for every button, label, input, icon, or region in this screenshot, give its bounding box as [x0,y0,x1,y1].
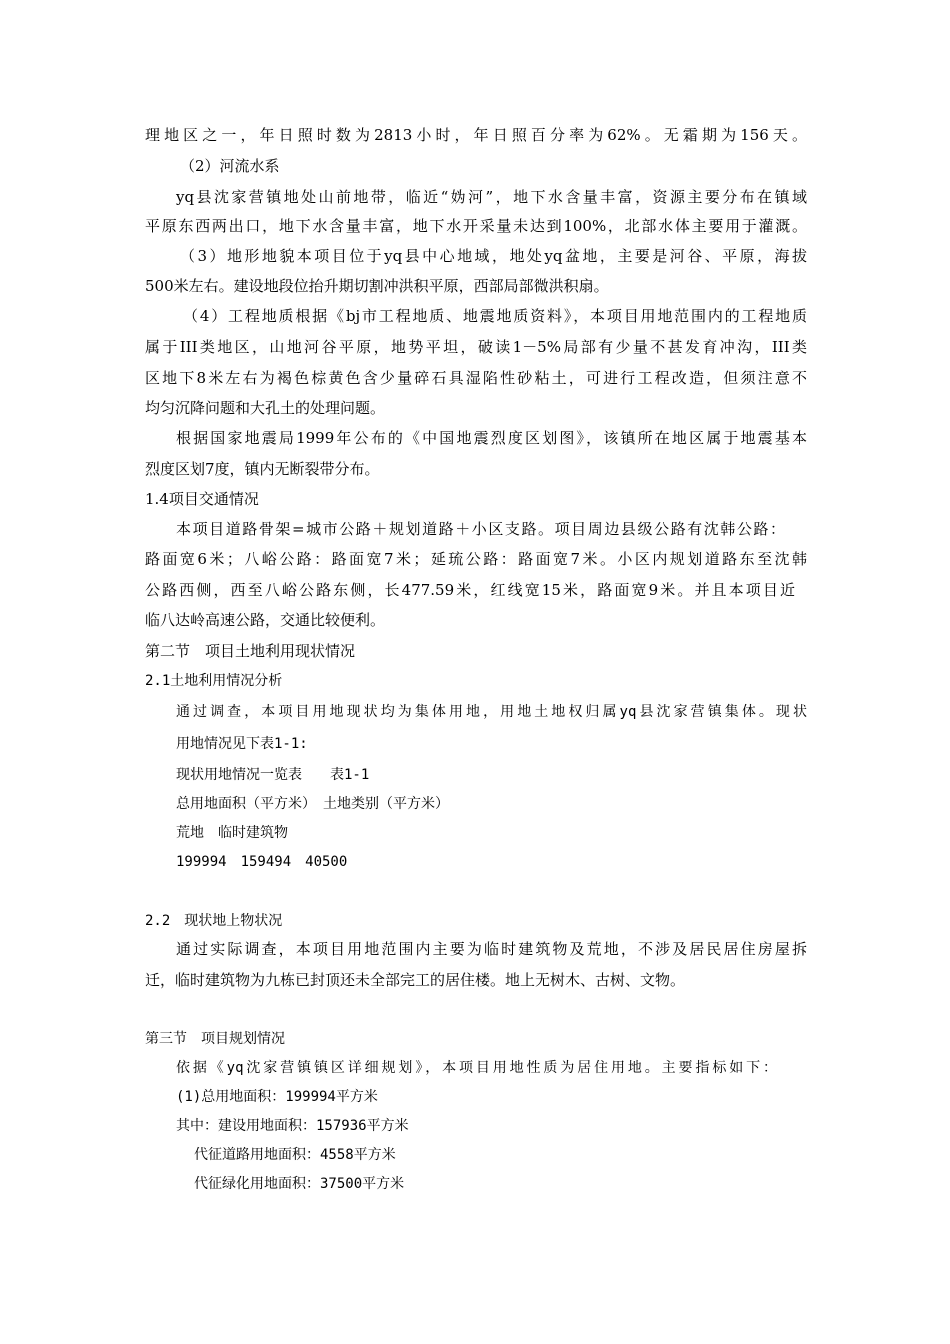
body-text-line: 迁，临时建筑物为九栋已封顶还未全部完工的居住楼。地上无树木、古树、文物。 [145,971,686,989]
body-text-line: （4）工程地质根据《bj市工程地质、地震地质资料》，本项目用地范围内的工程地质 [183,307,807,325]
body-text-line: 依据《yq沈家营镇镇区详细规划》，本项目用地性质为居住用地。主要指标如下： [176,1060,777,1076]
section-heading-2-1: 2.1土地利用情况分析 [145,673,283,689]
section-heading-2-2: 2.2 现状地上物状况 [145,913,283,929]
body-text-line: 属于III类地区，山地河谷平原，地势平坦，破读1－5%局部有少量不甚发育冲沟，III类 [145,338,807,356]
table-header-row: 总用地面积（平方米） 土地类别（平方米） [176,796,449,812]
body-text-line: 500米左右。建设地段位抬升期切割冲洪积平原，西部局部微洪积扇。 [145,277,609,295]
body-text-line: 本项目道路骨架=城市公路＋规划道路＋小区支路。项目周边县级公路有沈韩公路： [176,520,785,538]
body-text-line: 均匀沉降问题和大孔土的处理问题。 [145,399,386,417]
section-heading-1-4: 1.4项目交通情况 [145,490,259,508]
body-text-line: 理地区之一，年日照时数为2813小时，年日照百分率为62%。无霜期为156天。 [145,126,807,144]
table-title: 现状用地情况一览表 表1-1 [176,767,370,783]
body-text-line: 通过调查，本项目用地现状均为集体用地，用地土地权归属yq县沈家营镇集体。现状 [176,704,807,720]
indicator-greening-area: 代征绿化用地面积：37500平方米 [194,1176,405,1192]
indicator-road-area: 代征道路用地面积：4558平方米 [194,1147,396,1163]
body-text-line: （3）地形地貌本项目位于yq县中心地域，地处yq盆地，主要是河谷、平原，海拔 [180,247,807,265]
body-text-line: 区地下8米左右为褐色棕黄色含少量碎石具湿陷性砂粘土，可进行工程改造，但须注意不 [145,369,807,387]
table-values-row: 199994 159494 40500 [176,854,348,870]
chapter-heading-section-3: 第三节 项目规划情况 [145,1031,285,1047]
body-text-line: 公路西侧，西至八峪公路东侧，长477.59米，红线宽15米，路面宽9米。并且本项目近 [145,581,795,599]
body-text-line: 路面宽6米；八峪公路：路面宽7米；延琉公路：路面宽7米。小区内规划道路东至沈韩 [145,550,807,568]
subheading-river-system: （2）河流水系 [180,157,280,175]
chapter-heading-section-2: 第二节 项目土地利用现状情况 [145,642,356,660]
body-text-line: 平原东西两出口，地下水含量丰富，地下水开采量未达到100%，北部水体主要用于灌溉。 [145,217,807,235]
body-text-line: 通过实际调查，本项目用地范围内主要为临时建筑物及荒地，不涉及居民居住房屋拆 [176,940,807,958]
indicator-total-area: (1)总用地面积：199994平方米 [176,1089,378,1105]
body-text-line: 烈度区划7度，镇内无断裂带分布。 [145,460,380,478]
body-text-line: yq县沈家营镇地处山前地带，临近“妫河”，地下水含量丰富，资源主要分布在镇域 [176,188,807,206]
body-text-line: 用地情况见下表1-1: [176,736,308,752]
indicator-construction-area: 其中：建设用地面积：157936平方米 [176,1118,409,1134]
table-subheader-row: 荒地 临时建筑物 [176,825,288,841]
body-text-line: 根据国家地震局1999年公布的《中国地震烈度区划图》，该镇所在地区属于地震基本 [176,429,807,447]
body-text-line: 临八达岭高速公路，交通比较便利。 [145,611,386,629]
